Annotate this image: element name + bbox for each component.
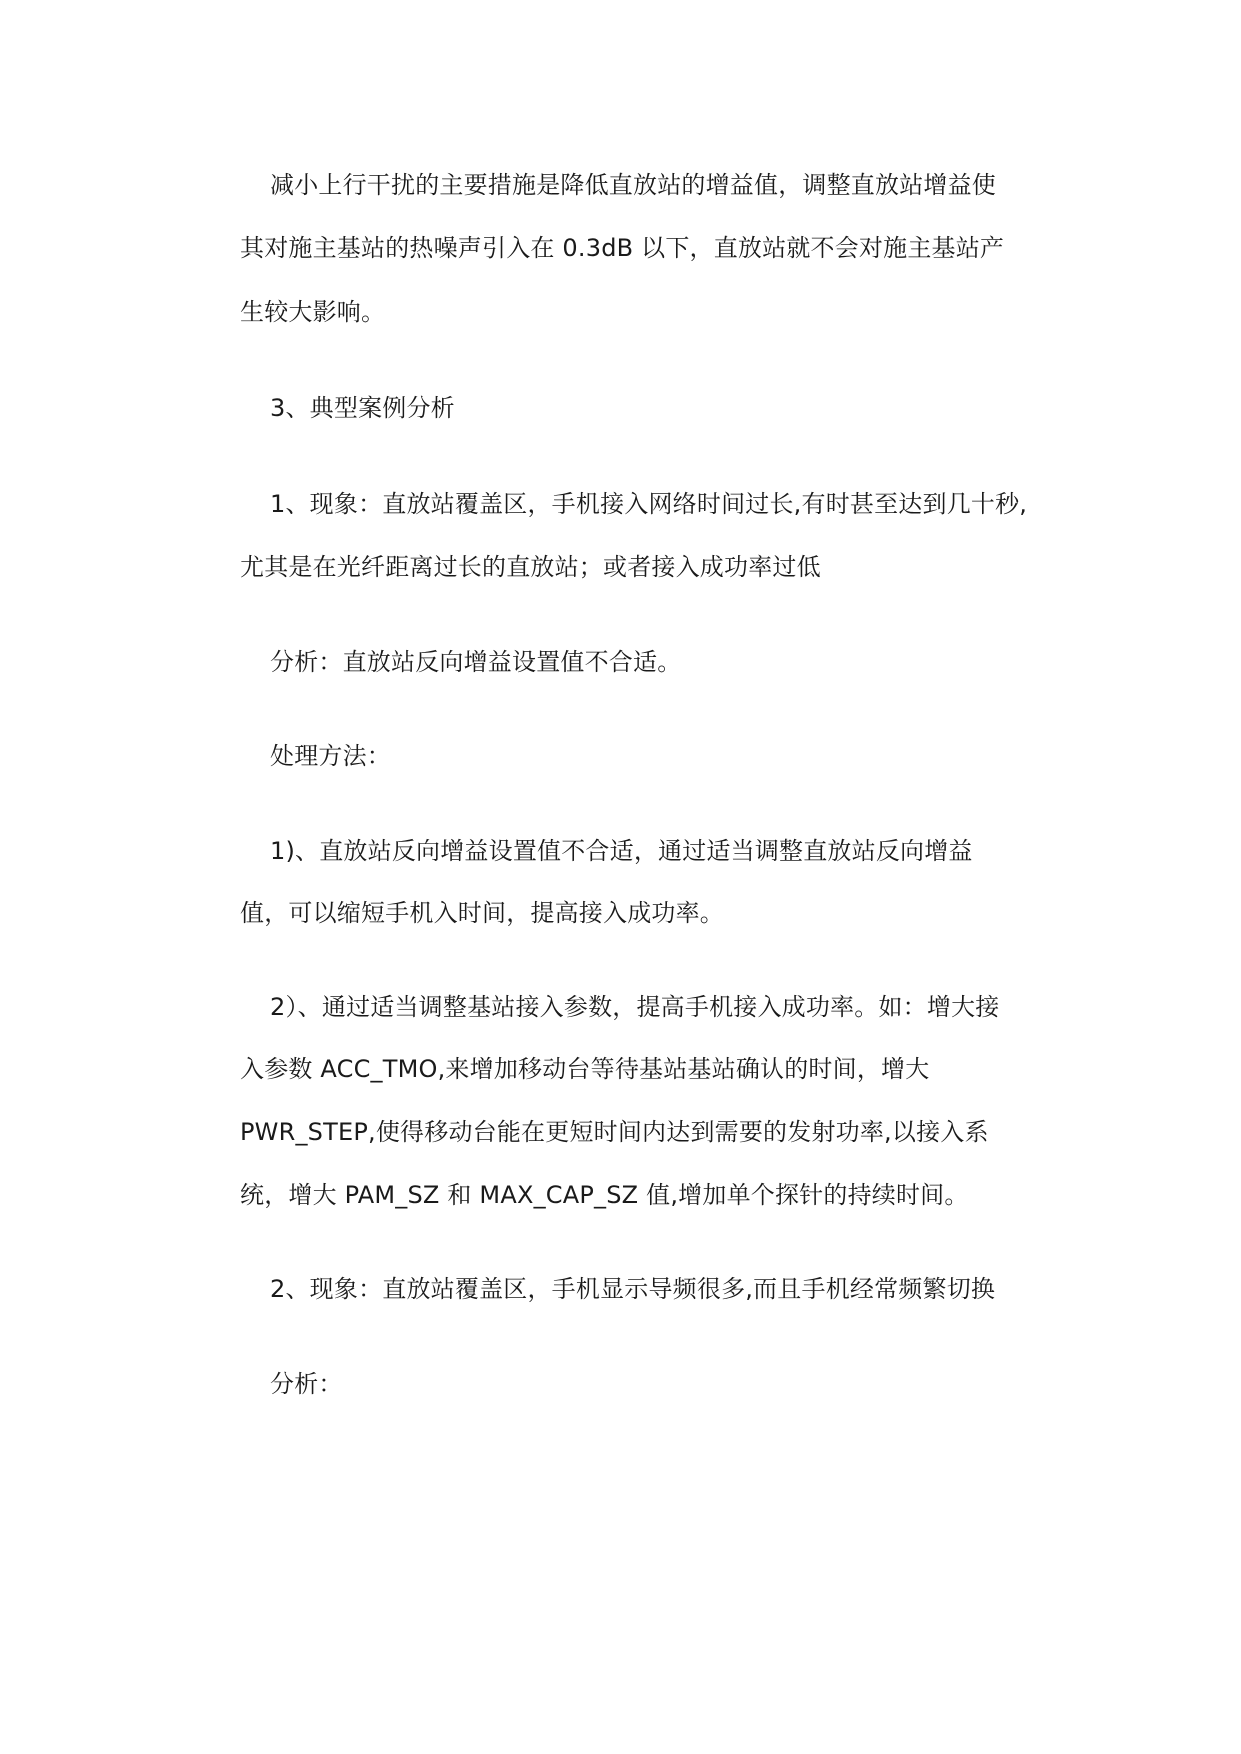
paragraph-line: PWR_STEP,使得移动台能在更短时间内达到需要的发射功率,以接入系 — [240, 1118, 989, 1146]
paragraph-line: 分析：直放站反向增益设置值不合适。 — [270, 648, 682, 676]
paragraph-line: 统，增大 PAM_SZ 和 MAX_CAP_SZ 值,增加单个探针的持续时间。 — [240, 1181, 969, 1209]
paragraph-line: 入参数 ACC_TMO,来增加移动台等待基站基站确认的时间，增大 — [240, 1055, 930, 1083]
paragraph-line: 其对施主基站的热噪声引入在 0.3dB 以下，直放站就不会对施主基站产 — [240, 234, 1005, 262]
paragraph-line: 2、现象：直放站覆盖区，手机显示导频很多,而且手机经常频繁切换 — [270, 1275, 996, 1303]
paragraph-line: 生较大影响。 — [240, 298, 386, 326]
paragraph-line: 1、现象：直放站覆盖区，手机接入网络时间过长,有时甚至达到几十秒, — [270, 490, 1028, 518]
paragraph-line: 2）、通过适当调整基站接入参数，提高手机接入成功率。如：增大接 — [270, 993, 1000, 1021]
paragraph-line: 值，可以缩短手机入时间，提高接入成功率。 — [240, 899, 724, 927]
paragraph-line: 减小上行干扰的主要措施是降低直放站的增益值，调整直放站增益使 — [270, 171, 996, 199]
paragraph-line: 1)、直放站反向增益设置值不合适，通过适当调整直放站反向增益 — [270, 837, 973, 865]
paragraph-line: 分析： — [270, 1370, 343, 1398]
paragraph-line: 尤其是在光纤距离过长的直放站；或者接入成功率过低 — [240, 553, 821, 581]
paragraph-line: 处理方法： — [270, 742, 391, 770]
section-heading: 3、典型案例分析 — [270, 394, 455, 422]
